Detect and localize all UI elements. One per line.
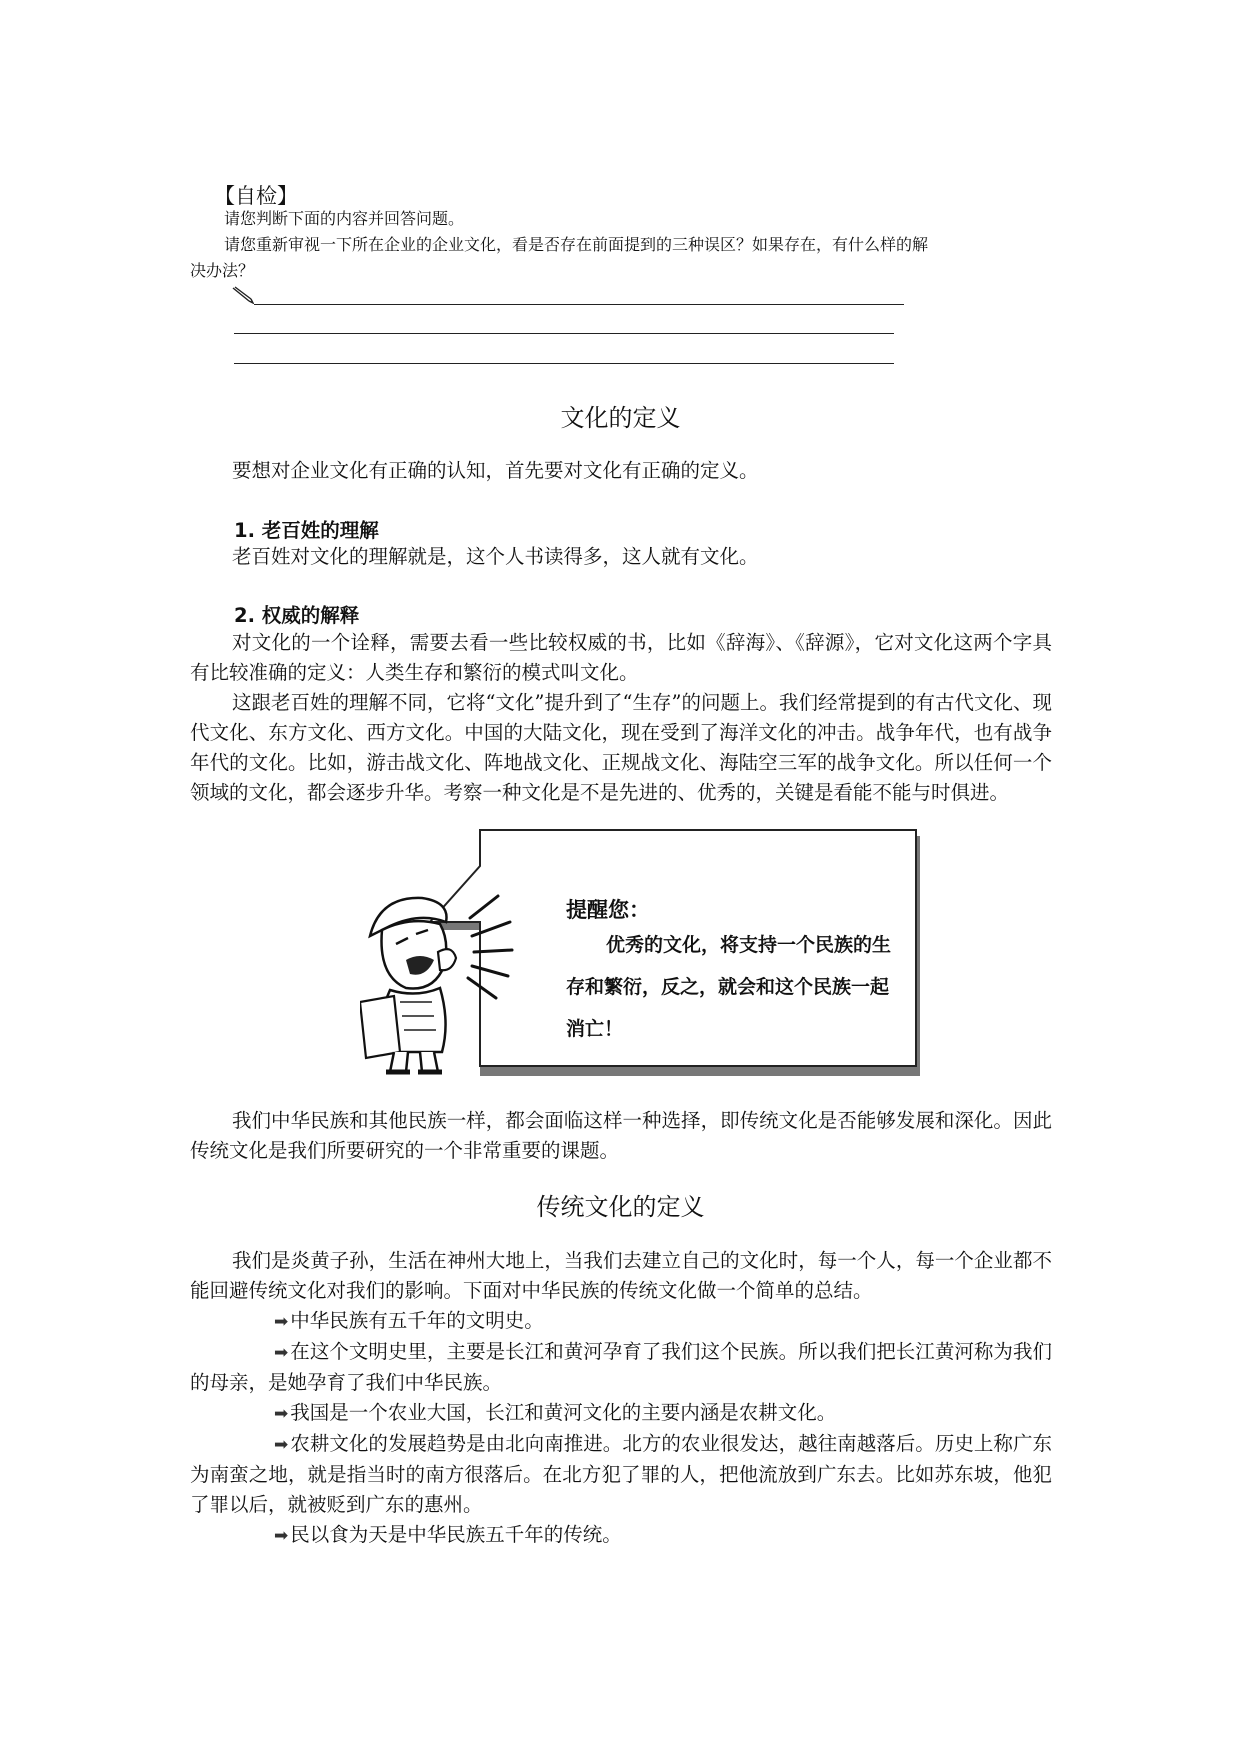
list-item: ➡ 我国是一个农业大国，长江和黄河文化的主要内涵是农耕文化。 [190, 1398, 1052, 1429]
list-item: ➡ 在这个文明史里，主要是长江和黄河孕育了我们这个民族。所以我们把长江黄河称为我们的母亲，是她孕育了我们中华民族。 [190, 1340, 1052, 1394]
section1-intro: 要想对企业文化有正确的认知，首先要对文化有正确的定义。 [232, 459, 759, 482]
arrow-right-icon: ➡ [274, 1312, 289, 1332]
subsection2-paragraph-1: 对文化的一个诠释，需要去看一些比较权威的书，比如《辞海》、《辞源》，它对文化这两个字具有比较准确的定义：人类生存和繁衍的模式叫文化。 [190, 631, 1052, 684]
section-title-culture-definition: 文化的定义 [560, 404, 681, 432]
section-title-traditional-culture: 传统文化的定义 [536, 1193, 705, 1221]
tradition-list [190, 1306, 1052, 1551]
subsection-title-common-understanding: 1. 老百姓的理解 [234, 519, 379, 542]
answer-line-1[interactable] [254, 304, 904, 305]
after-reminder-paragraph: 我们中华民族和其他民族一样，都会面临这样一种选择，即传统文化是否能够发展和深化。因此传统文化是我们所要研究的一个非常重要的课题。 [190, 1109, 1052, 1162]
arrow-right-icon: ➡ [274, 1526, 289, 1546]
list-item: ➡ 中华民族有五千年的文明史。 [190, 1306, 1052, 1337]
selfcheck-line-1: 请您判断下面的内容并回答问题。 [224, 209, 465, 228]
selfcheck-title: 【自检】 [214, 184, 298, 208]
subsection2-paragraph-2: 这跟老百姓的理解不同，它将“文化”提升到了“生存”的问题上。我们经常提到的有古代文化、现代文化、东方文化、西方文化。中国的大陆文化，现在受到了海洋文化的冲击。战争年代，也有战争年代的文化。比如，游击战文化、阵地战文化、正规战文化、海陆空三军的战争文化。所以任何一个领域的文化，都会逐步升华。考察一种文化是不是先进的、优秀的，关键是看能不能与时俱进。 [190, 691, 1052, 804]
selfcheck-line-2: 请您重新审视一下所在企业的企业文化，看是否存在前面提到的三种误区？如果存在，有什么样的解 [224, 235, 929, 254]
subsection-title-authoritative-explanation: 2. 权威的解释 [234, 604, 360, 627]
answer-line-3[interactable] [234, 363, 894, 364]
section2-intro: 我们是炎黄子孙，生活在神州大地上，当我们去建立自己的文化时，每一个人，每一个企业都不能回避传统文化对我们的影响。下面对中华民族的传统文化做一个简单的总结。 [190, 1249, 1052, 1302]
list-item: ➡ 农耕文化的发展趋势是由北向南推进。北方的农业很发达，越往南越落后。历史上称广东为南蛮之地，就是指当时的南方很落后。在北方犯了罪的人，把他流放到广东去。比如苏东坡，他犯了罪以后，就被贬到广东的惠州。 [190, 1432, 1052, 1516]
arrow-right-icon: ➡ [274, 1343, 289, 1363]
reminder-text: 优秀的文化，将支持一个民族的生存和繁衍，反之，就会和这个民族一起消亡！ [566, 934, 892, 1040]
selfcheck-line-3: 决办法？ [190, 261, 255, 280]
answer-line-2[interactable] [234, 333, 894, 334]
reminder-title: 提醒您： [566, 897, 650, 922]
arrow-right-icon: ➡ [274, 1404, 289, 1424]
arrow-right-icon: ➡ [274, 1435, 289, 1455]
pen-icon [232, 286, 254, 304]
list-item: ➡ 民以食为天是中华民族五千年的传统。 [190, 1520, 1052, 1551]
subsection1-text: 老百姓对文化的理解就是，这个人书读得多，这人就有文化。 [232, 545, 759, 568]
